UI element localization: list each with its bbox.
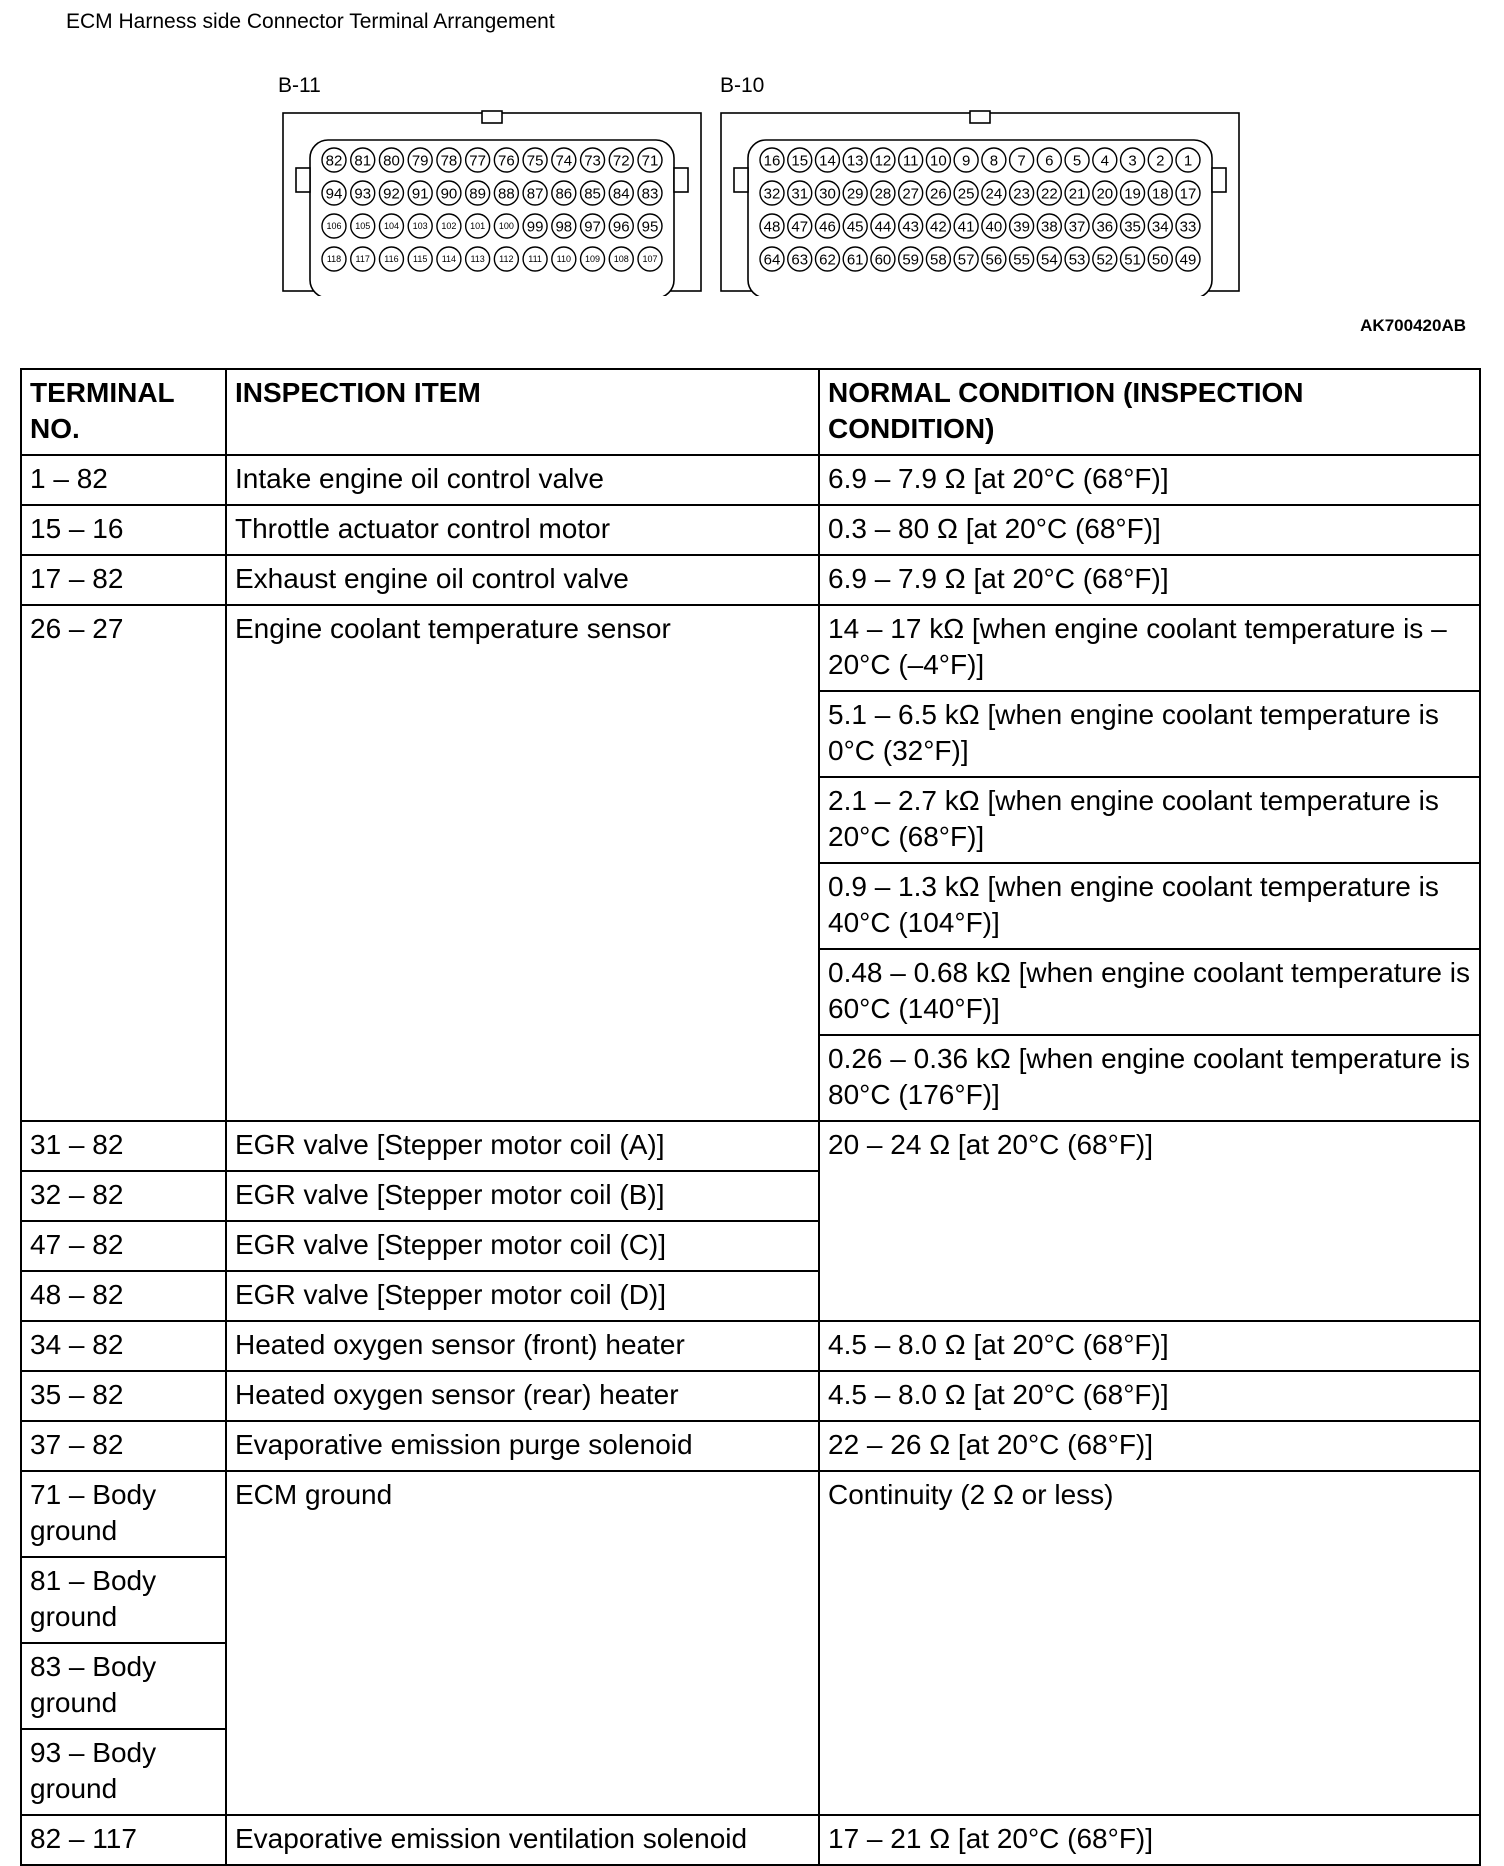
terminal-pin-number: 62 xyxy=(819,251,836,269)
condition-cell: 0.9 – 1.3 kΩ [when engine coolant temperature is 40°C (104°F)] xyxy=(819,863,1480,949)
terminal-pin-number: 14 xyxy=(819,152,836,170)
terminal-pin-number: 4 xyxy=(1100,152,1109,170)
terminal-pin-number: 3 xyxy=(1128,152,1137,170)
terminal-pin-number: 48 xyxy=(763,218,781,236)
terminal-pin-number: 108 xyxy=(613,254,629,265)
condition-cell: 0.26 – 0.36 kΩ [when engine coolant temperature is 80°C (176°F)] xyxy=(819,1035,1480,1121)
header-normal-condition: NORMAL CONDITION (INSPECTION CONDITION) xyxy=(819,369,1480,455)
connector-label-b11: B-11 xyxy=(278,74,321,97)
terminal-pin-number: 12 xyxy=(874,152,892,170)
terminal-pin-number: 100 xyxy=(498,221,514,232)
condition-cell: 20 – 24 Ω [at 20°C (68°F)] xyxy=(819,1121,1480,1321)
condition-cell: 0.3 – 80 Ω [at 20°C (68°F)] xyxy=(819,505,1480,555)
terminal-pin-number: 97 xyxy=(584,218,601,236)
terminal-pin-number: 61 xyxy=(846,251,864,269)
terminal-pin-number: 45 xyxy=(846,218,864,236)
terminal-cell: 34 – 82 xyxy=(21,1321,226,1371)
terminal-pin-number: 23 xyxy=(1013,185,1030,203)
terminal-pin-number: 24 xyxy=(985,185,1003,203)
item-cell: Intake engine oil control valve xyxy=(226,455,819,505)
table-row xyxy=(21,1815,1480,1865)
item-cell: EGR valve [Stepper motor coil (D)] xyxy=(226,1271,819,1321)
terminal-pin-number: 30 xyxy=(819,185,836,203)
terminal-pin-number: 72 xyxy=(612,152,630,170)
table-row xyxy=(21,1471,1480,1557)
terminal-pin-number: 99 xyxy=(526,218,544,236)
condition-cell: 6.9 – 7.9 Ω [at 20°C (68°F)] xyxy=(819,455,1480,505)
terminal-pin-number: 81 xyxy=(354,152,372,170)
terminal-pin-number: 56 xyxy=(985,251,1003,269)
terminal-pin-number: 76 xyxy=(498,152,515,170)
connector-key xyxy=(970,111,990,123)
terminal-pin-number: 2 xyxy=(1156,152,1165,170)
terminal-pin-number: 109 xyxy=(585,254,601,265)
terminal-pin-number: 11 xyxy=(902,152,919,170)
terminal-pin-number: 90 xyxy=(440,185,458,203)
item-cell: EGR valve [Stepper motor coil (A)] xyxy=(226,1121,819,1171)
terminal-pin-number: 7 xyxy=(1017,152,1026,170)
terminal-cell: 83 – Body ground xyxy=(21,1643,226,1729)
figure-title: ECM Harness side Connector Terminal Arrangement xyxy=(66,10,555,33)
terminal-pin-number: 117 xyxy=(355,254,370,265)
terminal-pin-number: 79 xyxy=(411,152,429,170)
connector-label-b10: B-10 xyxy=(720,74,765,97)
terminal-cell: 71 – Body ground xyxy=(21,1471,226,1557)
terminal-pin-number: 47 xyxy=(791,218,809,236)
terminal-pin-number: 58 xyxy=(930,251,947,269)
terminal-pin-number: 113 xyxy=(470,254,485,265)
terminal-pin-number: 98 xyxy=(555,218,573,236)
item-cell: Heated oxygen sensor (rear) heater xyxy=(226,1371,819,1421)
terminal-pin-number: 59 xyxy=(902,251,920,269)
terminal-pin-number: 91 xyxy=(411,185,429,203)
condition-cell: 17 – 21 Ω [at 20°C (68°F)] xyxy=(819,1815,1480,1865)
terminal-pin-number: 35 xyxy=(1124,218,1141,236)
terminal-pin-number: 49 xyxy=(1179,251,1197,269)
table-row xyxy=(21,555,1480,605)
terminal-pin-number: 18 xyxy=(1151,185,1169,203)
item-cell: Engine coolant temperature sensor xyxy=(226,605,819,1121)
terminal-pin-number: 110 xyxy=(556,254,571,265)
terminal-pin-number: 104 xyxy=(383,221,399,232)
table-header-row xyxy=(21,369,1480,455)
terminal-pin-number: 16 xyxy=(763,152,781,170)
table-row xyxy=(21,1321,1480,1371)
terminal-pin-number: 105 xyxy=(355,221,371,232)
connector-latch-right xyxy=(674,168,688,192)
terminal-pin-number: 116 xyxy=(384,254,399,265)
terminal-cell: 93 – Body ground xyxy=(21,1729,226,1815)
table-row xyxy=(21,505,1480,555)
terminal-pin-number: 103 xyxy=(412,221,428,232)
terminal-pin-number: 107 xyxy=(642,254,658,265)
table-row xyxy=(21,1421,1480,1471)
condition-cell: 0.48 – 0.68 kΩ [when engine coolant temperature is 60°C (140°F)] xyxy=(819,949,1480,1035)
connector-latch-right xyxy=(1212,168,1226,192)
terminal-pin-number: 85 xyxy=(584,185,601,203)
terminal-pin-number: 63 xyxy=(791,251,809,269)
condition-cell: 4.5 – 8.0 Ω [at 20°C (68°F)] xyxy=(819,1371,1480,1421)
item-cell: Exhaust engine oil control valve xyxy=(226,555,819,605)
terminal-cell: 35 – 82 xyxy=(21,1371,226,1421)
terminal-pin-number: 94 xyxy=(325,185,343,203)
terminal-pin-number: 89 xyxy=(469,185,486,203)
terminal-pin-number: 34 xyxy=(1151,218,1169,236)
terminal-pin-number: 19 xyxy=(1124,185,1141,203)
terminal-pin-number: 10 xyxy=(930,152,947,170)
terminal-pin-number: 27 xyxy=(902,185,920,203)
terminal-pin-number: 86 xyxy=(555,185,573,203)
terminal-pin-number: 80 xyxy=(383,152,400,170)
terminal-pin-number: 114 xyxy=(441,254,457,265)
terminal-pin-number: 106 xyxy=(326,221,342,232)
terminal-pin-number: 40 xyxy=(985,218,1003,236)
terminal-pin-number: 9 xyxy=(961,152,971,170)
terminal-pin-number: 32 xyxy=(763,185,781,203)
terminal-pin-number: 60 xyxy=(874,251,892,269)
terminal-pin-number: 38 xyxy=(1040,218,1058,236)
inspection-table xyxy=(20,368,1481,1866)
terminal-pin-number: 6 xyxy=(1045,152,1054,170)
terminal-pin-number: 112 xyxy=(499,254,514,265)
item-cell: Evaporative emission ventilation solenoid xyxy=(226,1815,819,1865)
terminal-pin-number: 51 xyxy=(1124,251,1141,269)
terminal-pin-number: 36 xyxy=(1096,218,1114,236)
terminal-pin-number: 28 xyxy=(874,185,892,203)
terminal-pin-number: 20 xyxy=(1096,185,1114,203)
item-cell: EGR valve [Stepper motor coil (B)] xyxy=(226,1171,819,1221)
header-inspection-item: INSPECTION ITEM xyxy=(226,369,819,455)
terminal-pin-number: 26 xyxy=(930,185,947,203)
terminal-cell: 47 – 82 xyxy=(21,1221,226,1271)
terminal-pin-number: 102 xyxy=(441,221,457,232)
terminal-pin-number: 118 xyxy=(326,254,342,265)
terminal-pin-number: 55 xyxy=(1013,251,1030,269)
terminal-pin-number: 8 xyxy=(989,152,999,170)
terminal-pin-number: 46 xyxy=(819,218,836,236)
terminal-pin-number: 21 xyxy=(1068,185,1086,203)
terminal-cell: 37 – 82 xyxy=(21,1421,226,1471)
condition-cell: 5.1 – 6.5 kΩ [when engine coolant temperature is 0°C (32°F)] xyxy=(819,691,1480,777)
terminal-pin-number: 111 xyxy=(528,254,542,265)
figure-code: AK700420AB xyxy=(1360,316,1466,335)
terminal-pin-number: 39 xyxy=(1013,218,1030,236)
header-terminal: TERMINAL NO. xyxy=(21,369,226,455)
terminal-pin-number: 83 xyxy=(641,185,659,203)
terminal-pin-number: 13 xyxy=(846,152,864,170)
terminal-pin-number: 33 xyxy=(1179,218,1197,236)
terminal-pin-number: 64 xyxy=(763,251,781,269)
terminal-pin-number: 88 xyxy=(498,185,515,203)
condition-cell: 6.9 – 7.9 Ω [at 20°C (68°F)] xyxy=(819,555,1480,605)
table-row xyxy=(21,1371,1480,1421)
terminal-pin-number: 42 xyxy=(930,218,947,236)
terminal-pin-number: 5 xyxy=(1072,152,1082,170)
terminal-pin-number: 53 xyxy=(1068,251,1086,269)
connector-key xyxy=(482,111,502,123)
terminal-pin-number: 74 xyxy=(555,152,573,170)
terminal-pin-number: 37 xyxy=(1068,218,1086,236)
terminal-pin-number: 54 xyxy=(1040,251,1058,269)
table-row xyxy=(21,605,1480,691)
item-cell: Throttle actuator control motor xyxy=(226,505,819,555)
terminal-pin-number: 44 xyxy=(874,218,892,236)
item-cell: Heated oxygen sensor (front) heater xyxy=(226,1321,819,1371)
terminal-pin-number: 71 xyxy=(641,152,659,170)
terminal-pin-number: 22 xyxy=(1040,185,1058,203)
terminal-pin-number: 75 xyxy=(526,152,544,170)
table-row xyxy=(21,1121,1480,1171)
terminal-cell: 15 – 16 xyxy=(21,505,226,555)
terminal-pin-number: 25 xyxy=(957,185,975,203)
table-row xyxy=(21,455,1480,505)
terminal-cell: 82 – 117 xyxy=(21,1815,226,1865)
terminal-pin-number: 1 xyxy=(1183,152,1193,170)
terminal-pin-number: 87 xyxy=(526,185,544,203)
terminal-pin-number: 96 xyxy=(612,218,630,236)
terminal-pin-number: 93 xyxy=(354,185,372,203)
terminal-cell: 26 – 27 xyxy=(21,605,226,1121)
connector-latch-left xyxy=(734,168,748,192)
terminal-pin-number: 77 xyxy=(469,152,486,170)
terminal-pin-number: 57 xyxy=(957,251,975,269)
terminal-pin-number: 31 xyxy=(791,185,809,203)
terminal-pin-number: 43 xyxy=(902,218,920,236)
terminal-pin-number: 78 xyxy=(440,152,458,170)
condition-cell: 4.5 – 8.0 Ω [at 20°C (68°F)] xyxy=(819,1321,1480,1371)
terminal-pin-number: 95 xyxy=(641,218,659,236)
terminal-pin-number: 84 xyxy=(612,185,630,203)
condition-cell: 22 – 26 Ω [at 20°C (68°F)] xyxy=(819,1421,1480,1471)
terminal-pin-number: 73 xyxy=(584,152,601,170)
condition-cell: 14 – 17 kΩ [when engine coolant temperature is –20°C (–4°F)] xyxy=(819,605,1480,691)
connector-latch-left xyxy=(296,168,310,192)
terminal-pin-number: 17 xyxy=(1179,185,1197,203)
terminal-pin-number: 50 xyxy=(1151,251,1169,269)
item-cell: ECM ground xyxy=(226,1471,819,1815)
terminal-cell: 81 – Body ground xyxy=(21,1557,226,1643)
item-cell: EGR valve [Stepper motor coil (C)] xyxy=(226,1221,819,1271)
terminal-pin-number: 92 xyxy=(383,185,400,203)
terminal-pin-number: 101 xyxy=(470,221,486,232)
connector-b11-diagram xyxy=(282,110,702,296)
terminal-cell: 32 – 82 xyxy=(21,1171,226,1221)
terminal-pin-number: 15 xyxy=(791,152,809,170)
terminal-cell: 1 – 82 xyxy=(21,455,226,505)
terminal-cell: 17 – 82 xyxy=(21,555,226,605)
item-cell: Evaporative emission purge solenoid xyxy=(226,1421,819,1471)
condition-cell: 2.1 – 2.7 kΩ [when engine coolant temperature is 20°C (68°F)] xyxy=(819,777,1480,863)
terminal-pin-number: 52 xyxy=(1096,251,1114,269)
terminal-pin-number: 82 xyxy=(325,152,343,170)
terminal-cell: 31 – 82 xyxy=(21,1121,226,1171)
terminal-cell: 48 – 82 xyxy=(21,1271,226,1321)
condition-cell: Continuity (2 Ω or less) xyxy=(819,1471,1480,1815)
terminal-pin-number: 41 xyxy=(957,218,975,236)
terminal-pin-number: 115 xyxy=(413,254,428,265)
connector-b10-diagram xyxy=(720,110,1240,296)
terminal-pin-number: 29 xyxy=(846,185,864,203)
